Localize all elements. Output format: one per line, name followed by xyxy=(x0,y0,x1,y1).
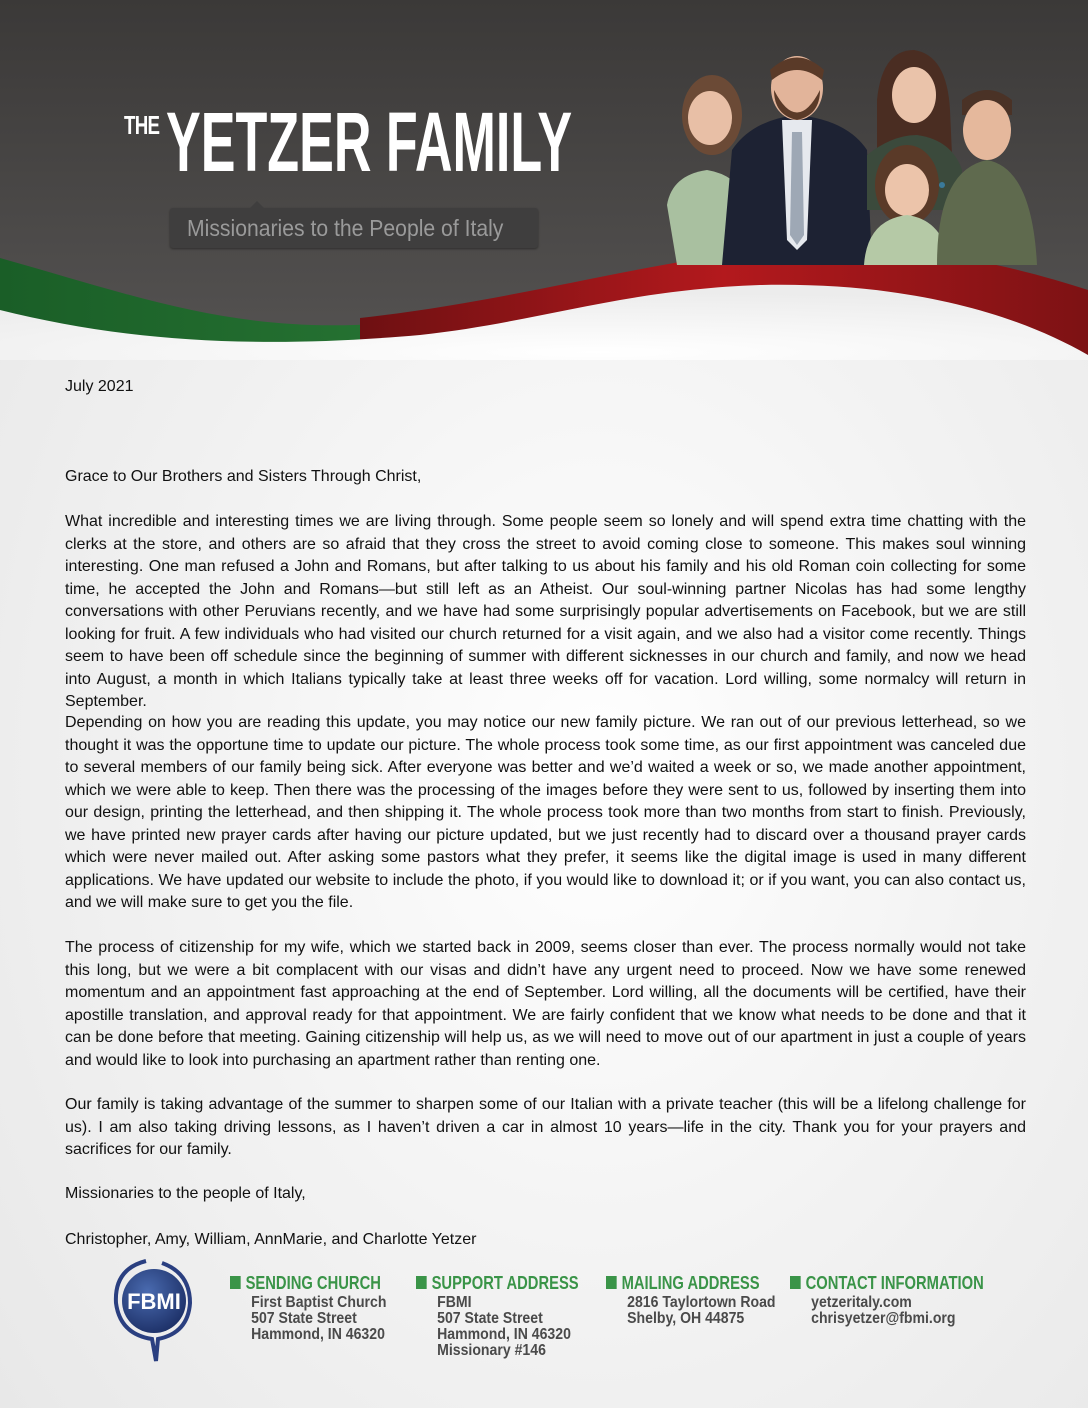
footer-line: 2816 Taylortown Road xyxy=(627,1294,776,1311)
fbmi-logo xyxy=(112,1259,192,1363)
footer-line: Hammond, IN 46320 xyxy=(251,1326,385,1343)
square-bullet-icon xyxy=(416,1276,427,1289)
square-bullet-icon xyxy=(790,1276,801,1289)
footer-line: Hammond, IN 46320 xyxy=(437,1326,571,1343)
letter-body-paragraph-4 xyxy=(65,1094,1026,1162)
footer-line: First Baptist Church xyxy=(251,1294,387,1311)
footer-column-mailing-address xyxy=(606,1273,799,1327)
page-title: YETZER FAMILY xyxy=(166,95,573,189)
letterhead-footer xyxy=(0,1255,1088,1385)
footer-line: FBMI xyxy=(437,1294,472,1311)
footer-column-sending-church xyxy=(230,1273,414,1343)
letter-signature: Christopher, Amy, William, AnnMarie, and Charlotte Yetzer xyxy=(65,1231,477,1248)
paragraph-text: Our family is taking advantage of the summer to sharpen some of our Italian with a private teacher (this will be a lifelong challenge for us). I am also taking driving lessons, as I haven’t driven a car in almost 10 years—life in the city. Thank you for your prayers and sacrifices for our family. xyxy=(65,1096,1026,1158)
footer-column-contact-information xyxy=(790,1273,1026,1327)
footer-line: 507 State Street xyxy=(251,1310,357,1327)
square-bullet-icon xyxy=(606,1276,617,1289)
letter-closing: Missionaries to the people of Italy, xyxy=(65,1185,306,1202)
letter-body-paragraph-1 xyxy=(65,511,1026,714)
footer-heading: MAILING ADDRESS xyxy=(606,1273,764,1295)
footer-line: 507 State Street xyxy=(437,1310,543,1327)
footer-heading: CONTACT INFORMATION xyxy=(790,1273,984,1295)
family-photo xyxy=(652,40,1042,265)
title-prefix: THE xyxy=(124,110,160,140)
footer-heading: SUPPORT ADDRESS xyxy=(416,1273,579,1295)
paragraph-text: What incredible and interesting times we are living through. Some people seem so lonely and will spend extra time chatting with the clerks at the store, and others are so afraid that they cross the street to avoid coming close to someone. This makes soul winning interesting. One man refused a John and Romans, but after talking to us about his family and his old Roman coin collecting for some time, he accepted the John and Romans—but still left as an Atheist. Our soul-winning partner Nicolas has had some lengthy conversations with other Peruvians recently, and we have had some surprisingly popular advertisements on Facebook, but we are still looking for fruit. A few individuals who had visited our church returned for a visit again, and we also had a visitor come recently. Things seem to have been off schedule since the beginning of summer with different sicknesses in our church and family, and now we head into August, a month in which Italians typically take at least three weeks off for vacation. Lord willing, some normalcy will return in September. xyxy=(65,513,1026,710)
letter-body-paragraph-3 xyxy=(65,937,1026,1072)
person-father xyxy=(722,56,872,265)
letter-body-paragraph-2 xyxy=(65,712,1026,915)
letterhead-header xyxy=(0,0,1088,360)
email-link[interactable]: chrisyetzer@fbmi.org xyxy=(811,1310,956,1327)
paragraph-text: Depending on how you are reading this update, you may notice our new family picture. We ran out of our previous letterhead, so we thought it was the opportune time to update our picture. The whole process took some time, as our first appointment was canceled due to several members of our family being sick. After everyone was better and we’d waited a week or so, we made another appointment, which we were able to keep. Then there was the processing of the images before they were sent to us, followed by inserting them into our design, printing the letterhead, and then shipping it. The whole process took more than two months from start to finish. Previously, we have printed new prayer cards after having our picture updated, but we just recently had to discard over a thousand prayer cards which were never mailed out. After asking some pastors what they prefer, it seems like the digital image is used in many different applications. We have updated our website to include the photo, if you would like to download it; or if you want, you can also contact us, and we will make sure to get you the file. xyxy=(65,714,1026,911)
footer-column-support-address xyxy=(416,1273,614,1359)
paragraph-text: The process of citizenship for my wife, which we started back in 2009, seems closer than ever. The process normally would not take this long, but we were a bit complacent with our visas and didn’t have any urgent need to proceed. Now we have some renewed momentum and an appointment fast approaching at the end of September. Lord willing, all the documents will be certified, have their apostille translation, and approval ready for that appointment. We are fairly confident that we know what needs to be done and that it can be done before that meeting. Gaining citizenship will help us, as we will need to move out of our apartment in just a couple of years and would like to look into purchasing an apartment rather than renting one. xyxy=(65,939,1026,1069)
tagline-text: Missionaries to the People of Italy xyxy=(187,215,504,241)
footer-heading: SENDING CHURCH xyxy=(230,1273,381,1295)
letter-date: July 2021 xyxy=(65,378,134,395)
website-link[interactable]: yetzeritaly.com xyxy=(811,1294,912,1311)
tagline-box xyxy=(170,208,538,248)
letter-greeting: Grace to Our Brothers and Sisters Through Christ, xyxy=(65,468,422,485)
footer-line: Shelby, OH 44875 xyxy=(627,1310,745,1327)
logo-text: FBMI xyxy=(127,1289,181,1314)
footer-line: Missionary #146 xyxy=(437,1342,546,1359)
square-bullet-icon xyxy=(230,1276,241,1289)
